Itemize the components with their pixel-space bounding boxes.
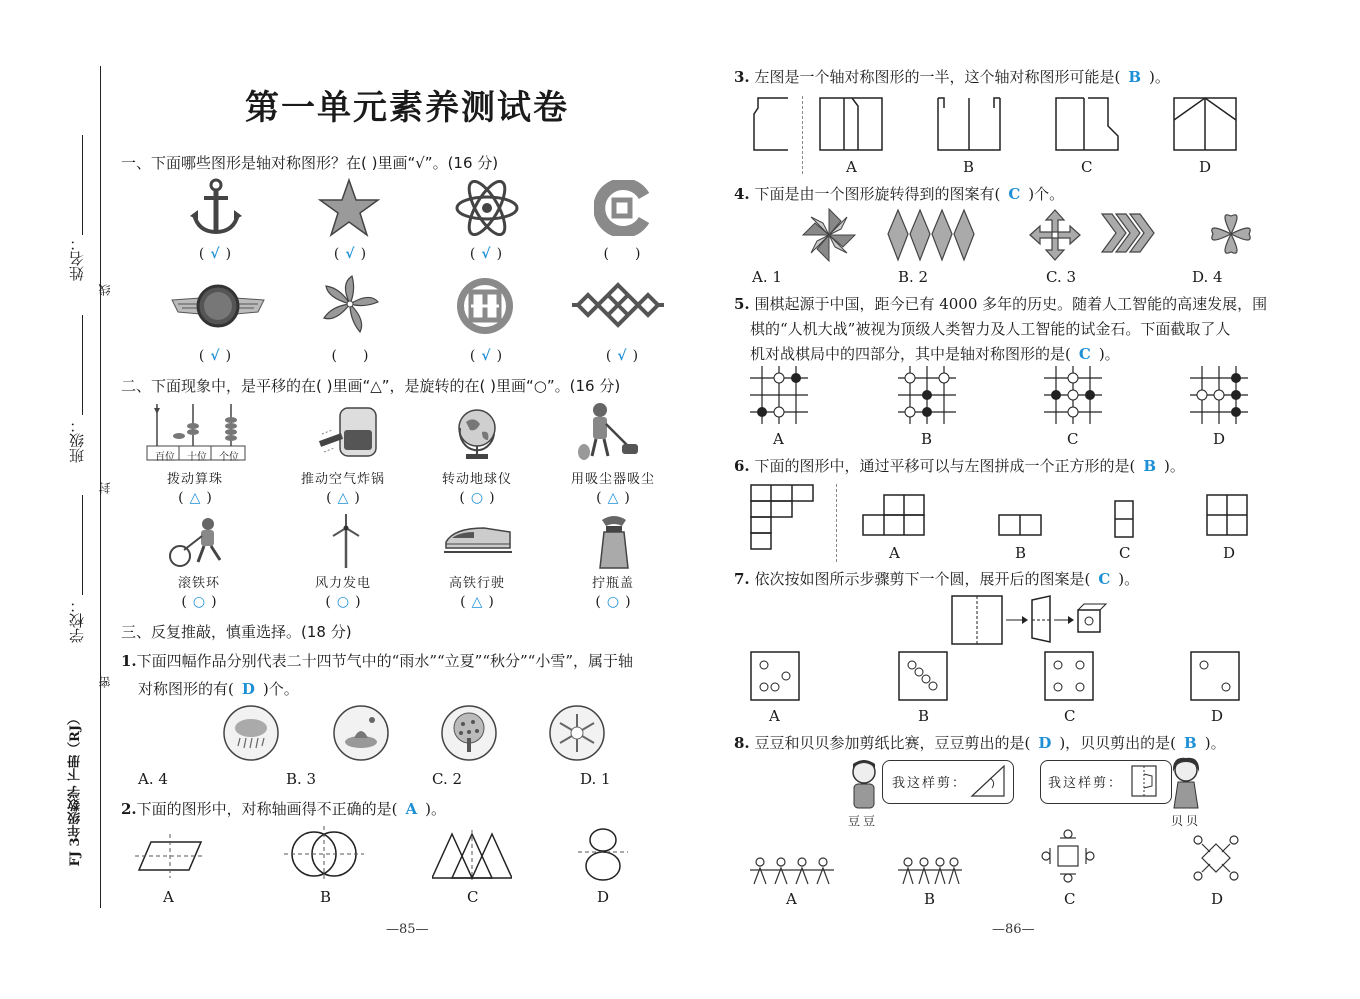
q5-line1: 5. 围棋起源于中国，距今已有 4000 多年的历史。随着人工智能的高速发展，围 <box>734 295 1268 313</box>
high-speed-train-icon <box>444 522 512 556</box>
school-field-label: 学校： <box>68 598 86 643</box>
autumn-tree-artwork-icon <box>440 704 498 762</box>
q8-option-a[interactable]: A <box>786 890 797 908</box>
beibei-folded-paper-icon <box>1128 764 1162 798</box>
q3-option-a-figure <box>818 96 884 154</box>
s2-caption-2: 推动空气炸锅 <box>300 472 385 487</box>
q3-option-c-figure <box>1054 96 1120 154</box>
s1-answer-7[interactable]: ( √ ) <box>469 348 503 364</box>
atom-icon <box>455 180 519 236</box>
s2-answer-3[interactable]: ( ○ ) <box>459 490 495 506</box>
bauhinia-flower-icon <box>320 274 380 336</box>
page-title: 第一单元素养测试卷 <box>245 88 569 128</box>
diamonds-pattern-icon <box>886 208 976 262</box>
s2-answer-7[interactable]: ( △ ) <box>460 594 494 610</box>
rain-water-artwork-icon <box>222 704 280 762</box>
name-field[interactable] <box>82 135 83 235</box>
q6-text: 6. 下面的图形中，通过平移可以与左图拼成一个正方形的是( B )。 <box>734 457 1185 475</box>
abacus-label-ones: 个位 <box>219 452 239 463</box>
s1-answer-8[interactable]: ( √ ) <box>605 348 639 364</box>
q3-answer: B <box>1128 68 1141 86</box>
speech-bubble-left-text: 我这样剪： <box>892 776 968 791</box>
s2-caption-3: 转动地球仪 <box>441 472 512 487</box>
q3-option-d[interactable]: D <box>1199 158 1212 176</box>
winged-badge-icon <box>170 282 266 330</box>
school-field[interactable] <box>82 495 83 595</box>
q8-answer-doudou: D <box>1038 734 1052 752</box>
q2-option-a[interactable]: A <box>163 888 174 906</box>
q6-option-a-figure <box>862 494 926 538</box>
air-fryer-icon <box>318 404 384 462</box>
s1-answer-4[interactable]: ( ) <box>603 246 641 262</box>
q4-option-b[interactable]: B. 2 <box>898 268 929 286</box>
s2-answer-6[interactable]: ( ○ ) <box>325 594 361 610</box>
globe-icon <box>452 404 502 462</box>
q3-divider <box>802 96 803 174</box>
q8-option-d-figure <box>1188 830 1244 886</box>
q7-option-d-figure <box>1190 651 1240 701</box>
q6-answer: B <box>1143 457 1156 475</box>
chevrons-pattern-icon <box>1100 208 1160 258</box>
s2-caption-1: 拨动算珠 <box>166 472 223 487</box>
q7-option-c-figure <box>1044 651 1094 701</box>
s1-answer-3[interactable]: ( √ ) <box>469 246 503 262</box>
q4-option-c[interactable]: C. 3 <box>1046 268 1077 286</box>
class-field-label: 班级： <box>68 418 86 463</box>
q3-option-b-figure <box>936 96 1002 154</box>
q2-option-b[interactable]: B <box>320 888 332 906</box>
s2-caption-8: 拧瓶盖 <box>591 576 634 591</box>
q6-option-d-figure <box>1206 494 1250 538</box>
page-number-right: —86— <box>992 922 1035 937</box>
star-icon <box>318 178 380 238</box>
boy-doudou-avatar <box>844 758 884 810</box>
q7-text: 7. 依次按如图所示步骤剪下一个圆，展开后的图案是( C )。 <box>734 570 1140 588</box>
q5-option-d[interactable]: D <box>1213 430 1226 448</box>
q7-answer: C <box>1098 570 1111 588</box>
hoop-rolling-icon <box>168 516 228 568</box>
q8-option-b-figure <box>898 856 962 886</box>
q5-option-b[interactable]: B <box>921 430 933 448</box>
q6-option-b-figure <box>998 514 1042 538</box>
go-board-a <box>750 366 808 424</box>
clover-pattern-icon <box>1205 208 1257 260</box>
s2-caption-7: 高铁行驶 <box>448 576 505 591</box>
q4-option-a[interactable]: A. 1 <box>752 268 782 286</box>
section2-heading: 二、下面现象中，是平移的在( )里画“△”，是旋转的在( )里画“○”。(16 分) <box>121 377 621 395</box>
q1-line2: 对称图形的有( D )个。 <box>138 680 299 698</box>
q6-option-a[interactable]: A <box>889 544 900 562</box>
q4-answer: C <box>1008 185 1021 203</box>
q4-option-d[interactable]: D. 4 <box>1192 268 1223 286</box>
q3-option-c[interactable]: C <box>1081 158 1093 176</box>
s1-answer-5[interactable]: ( √ ) <box>198 348 232 364</box>
go-board-d <box>1190 366 1248 424</box>
q5-option-a[interactable]: A <box>773 430 784 448</box>
coin-logo-icon <box>455 276 515 336</box>
q1-option-d[interactable]: D. 1 <box>580 770 611 788</box>
snowflake-artwork-icon <box>548 704 606 762</box>
circles-axis-figure <box>284 826 364 882</box>
q8-option-d[interactable]: D <box>1211 890 1224 908</box>
q6-left-figure <box>750 484 814 550</box>
q7-option-b[interactable]: B <box>918 707 930 725</box>
page-number-left: —85— <box>386 922 429 937</box>
s2-answer-5[interactable]: ( ○ ) <box>181 594 217 610</box>
summer-artwork-icon <box>332 704 390 762</box>
triangles-axis-figure <box>432 830 512 880</box>
s1-answer-2[interactable]: ( √ ) <box>333 246 367 262</box>
girl-beibei-avatar <box>1166 756 1206 810</box>
q1-option-a[interactable]: A. 4 <box>138 770 168 788</box>
q4-text: 4. 下面是由一个图形旋转得到的图案有( C )个。 <box>734 185 1065 203</box>
q8-option-c[interactable]: C <box>1064 890 1076 908</box>
s2-answer-4[interactable]: ( △ ) <box>596 490 630 506</box>
q1-option-c[interactable]: C. 2 <box>432 770 463 788</box>
q7-option-d[interactable]: D <box>1211 707 1224 725</box>
doudou-folded-paper-icon <box>970 764 1006 798</box>
q1-line1: 1.下面四幅作品分别代表二十四节气中的“雨水”“立夏”“秋分”“小雪”，属于轴 <box>121 652 634 670</box>
q6-option-c-figure <box>1114 500 1136 540</box>
q7-option-b-figure <box>898 651 948 701</box>
q1-option-b[interactable]: B. 3 <box>286 770 317 788</box>
beibei-name: 贝贝 <box>1171 814 1202 828</box>
s2-answer-8[interactable]: ( ○ ) <box>595 594 631 610</box>
s2-caption-6: 风力发电 <box>314 576 371 591</box>
q5-answer: C <box>1078 345 1091 363</box>
q6-divider <box>836 484 837 562</box>
s2-caption-4: 用吸尘器吸尘 <box>570 472 655 487</box>
s2-answer-1[interactable]: ( △ ) <box>178 490 212 506</box>
bottle-cap-icon <box>594 512 634 570</box>
q7-fold-steps-figure <box>950 592 1110 648</box>
figure-eight-axis-figure <box>578 826 628 882</box>
abacus-label-hundreds: 百位 <box>155 452 175 463</box>
q5-option-c[interactable]: C <box>1067 430 1079 448</box>
q3-text: 3. 左图是一个轴对称图形的一半，这个轴对称图形可能是( B )。 <box>734 68 1170 86</box>
q6-option-b[interactable]: B <box>1015 544 1027 562</box>
q7-option-a-figure <box>750 651 800 701</box>
section1-heading: 一、下面哪些图形是轴对称图形？在( )里画“√”。(16 分) <box>121 154 499 172</box>
s2-caption-5: 滚铁环 <box>177 576 220 591</box>
q3-option-a[interactable]: A <box>846 158 857 176</box>
q3-option-d-figure <box>1172 96 1238 154</box>
parallelogram-axis-figure <box>135 832 205 880</box>
s1-answer-6[interactable]: ( ) <box>331 348 369 364</box>
cut-mark-secret: 密 <box>98 676 112 688</box>
arrows-pattern-icon <box>1026 206 1084 264</box>
q2-text: 2.下面的图形中，对称轴画得不正确的是( A )。 <box>121 800 447 818</box>
q2-answer: A <box>405 800 418 818</box>
q5-line2: 棋的“人机大战”被视为顶级人类智力及人工智能的试金石。下面截取了人 <box>750 320 1231 338</box>
q1-answer: D <box>241 680 255 698</box>
class-field[interactable] <box>82 315 83 415</box>
section3-heading: 三、反复推敲，慎重选择。(18 分) <box>121 623 352 641</box>
bank-logo-icon <box>594 180 650 236</box>
pinwheel-pattern-icon <box>800 206 858 264</box>
q6-option-d[interactable]: D <box>1223 544 1236 562</box>
book-label: FJ 3年级数学 下册（RJ） <box>68 712 83 867</box>
abacus-label-tens: 十位 <box>187 452 207 463</box>
q7-option-a[interactable]: A <box>769 707 780 725</box>
doudou-name: 豆豆 <box>848 814 879 828</box>
name-field-label: 姓名： <box>68 236 86 281</box>
anchor-icon <box>190 178 242 238</box>
q2-option-d[interactable]: D <box>597 888 610 906</box>
q8-text: 8. 豆豆和贝贝参加剪纸比赛，豆豆剪出的是( D )，贝贝剪出的是( B )。 <box>734 734 1226 752</box>
wind-turbine-icon <box>326 512 366 570</box>
go-board-b <box>898 366 956 424</box>
q7-option-c[interactable]: C <box>1064 707 1076 725</box>
q2-option-c[interactable]: C <box>467 888 479 906</box>
vacuum-cleaner-icon <box>578 400 642 464</box>
q8-option-c-figure <box>1040 828 1096 884</box>
cut-mark-line: 线 <box>98 284 112 296</box>
q3-option-b[interactable]: B <box>963 158 975 176</box>
cut-mark-seal: 封 <box>98 482 112 494</box>
q3-half-figure <box>752 96 792 154</box>
s2-answer-2[interactable]: ( △ ) <box>326 490 360 506</box>
q8-option-b[interactable]: B <box>924 890 936 908</box>
q5-line3: 机对战棋局中的四部分，其中是轴对称图形的是( C )。 <box>750 345 1120 363</box>
speech-bubble-right-text: 我这样剪： <box>1048 776 1124 791</box>
q6-option-c[interactable]: C <box>1119 544 1131 562</box>
chinese-knot-icon <box>570 282 666 328</box>
go-board-c <box>1044 366 1102 424</box>
s1-answer-1[interactable]: ( √ ) <box>198 246 232 262</box>
q8-option-a-figure <box>750 856 834 886</box>
q8-answer-beibei: B <box>1184 734 1197 752</box>
